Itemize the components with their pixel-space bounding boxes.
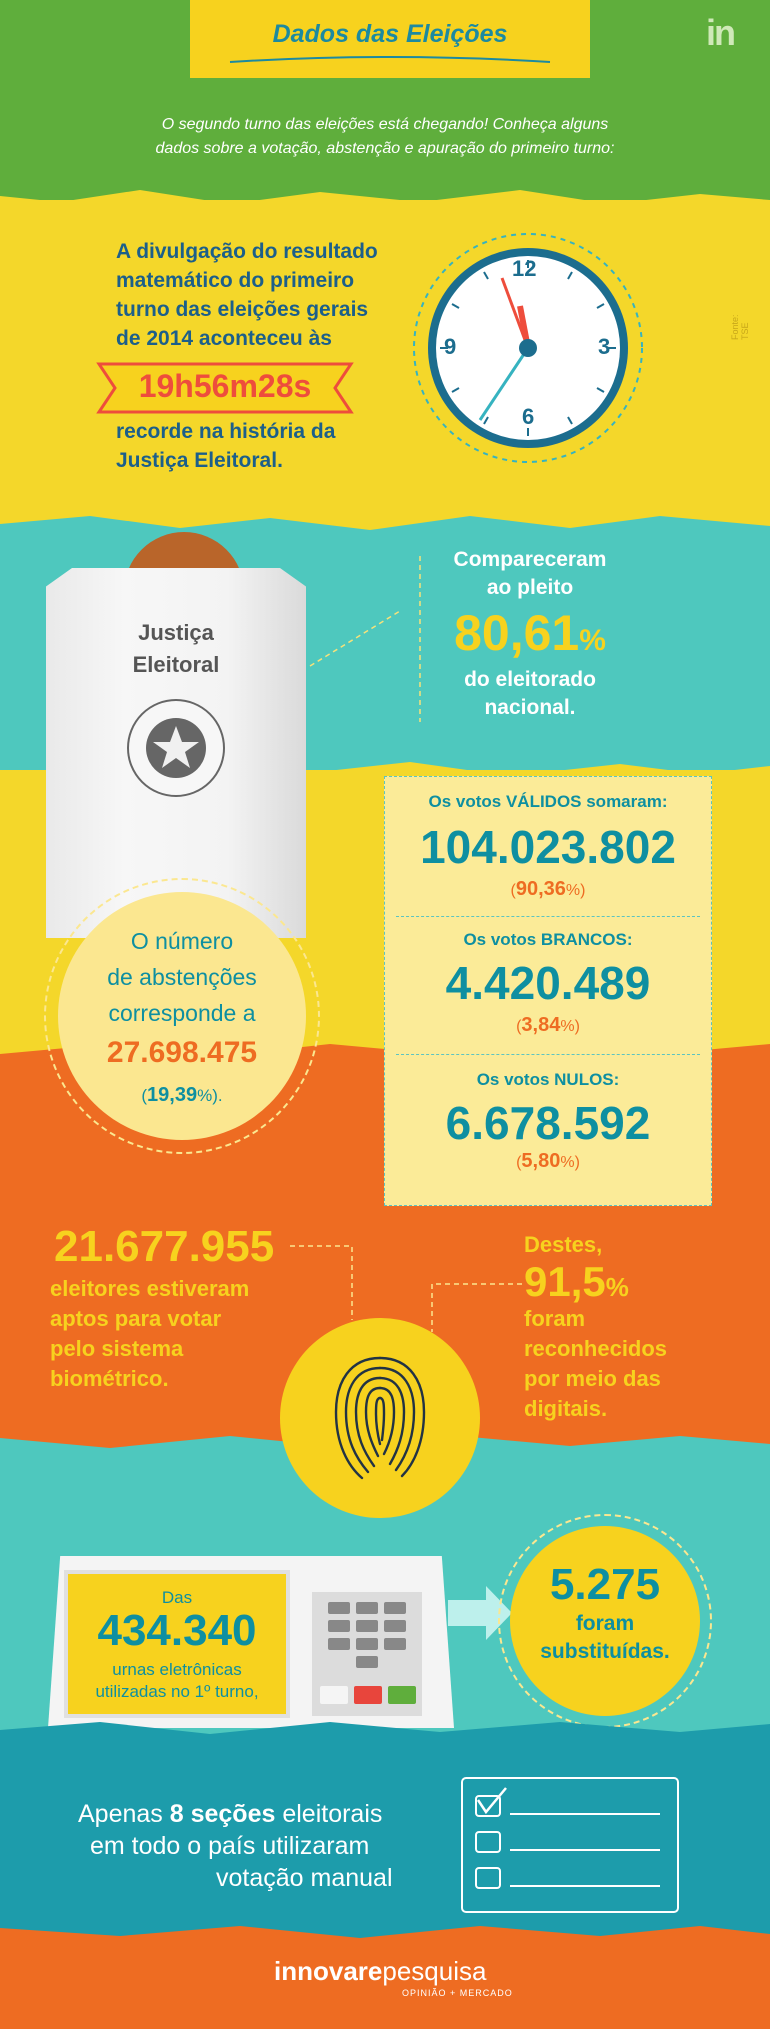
machines-text-1: Das <box>161 1588 193 1607</box>
manual-text-1-bold: 8 seções <box>169 1800 276 1828</box>
blank-pct-close: %) <box>560 1018 580 1035</box>
result-text-2: matemático do primeiro <box>116 269 355 292</box>
null-votes-value: 6.678.592 <box>445 1097 651 1149</box>
clock-label-3: 3 <box>598 334 611 359</box>
fingerprint-icon <box>326 1346 434 1486</box>
abstention-pct-value: 19,39 <box>147 1084 198 1106</box>
recognized-pct-number: 91,5 <box>524 1258 606 1305</box>
result-text-3: turno das eleições gerais <box>116 298 369 321</box>
blank-pct-value: 3,84 <box>521 1014 561 1036</box>
recognized-text-5: digitais. <box>524 1396 608 1421</box>
recognized-percent <box>524 1258 629 1306</box>
turnout-text-1: Compareceram <box>453 548 607 571</box>
null-votes-label: Os votos NULOS: <box>476 1070 620 1089</box>
turnout-percent-number: 80,61 <box>454 605 580 661</box>
intro-text-2: dados sobre a votação, abstenção e apuração do primeiro turno: <box>155 140 615 157</box>
biometric-text-1: eleitores estiveram <box>50 1276 250 1301</box>
null-votes-pct <box>384 1150 712 1173</box>
valid-pct-close: %) <box>565 882 586 899</box>
result-text-1: A divulgação do resultado <box>116 240 378 263</box>
blank-votes-value: 4.420.489 <box>445 957 651 1009</box>
keypad-keys-icon <box>320 1598 416 1712</box>
result-time: 19h56m28s <box>138 368 312 404</box>
abstention-pct-close: %). <box>197 1086 223 1105</box>
in-logo-icon: in <box>706 12 734 53</box>
turnout-percent-sign: % <box>579 624 606 657</box>
replaced-text-2: substituídas. <box>540 1640 670 1663</box>
biometric-text-4: biométrico. <box>50 1366 169 1391</box>
recognized-text-3: reconhecidos <box>524 1336 668 1361</box>
checklist-icon <box>460 1776 680 1916</box>
clock-label-9: 9 <box>444 334 457 359</box>
abstention-text-3: corresponde a <box>108 1000 256 1026</box>
turnout-text-2: ao pleito <box>486 576 574 599</box>
null-pct-value: 5,80 <box>521 1150 561 1172</box>
clock-label-6: 6 <box>522 404 535 429</box>
abstention-pct <box>58 1084 306 1107</box>
title-underline <box>225 54 555 66</box>
biometric-text-2: aptos para votar <box>50 1306 222 1331</box>
footer-brand <box>274 1956 486 1987</box>
valid-pct-open: ( <box>510 882 516 899</box>
valid-votes-label: Os votos VÁLIDOS somaram: <box>428 792 668 811</box>
blank-pct-open: ( <box>516 1018 522 1035</box>
replaced-value: 5.275 <box>549 1560 661 1609</box>
ballot-box-label-1: Justiça <box>138 620 214 645</box>
footer-brand-bold: innovare <box>274 1956 383 1986</box>
recognized-text-1: Destes, <box>524 1232 603 1257</box>
valid-votes-value: 104.023.802 <box>420 821 676 873</box>
intro-text-1: O segundo turno das eleições está chegando! Conheça alguns <box>161 116 609 133</box>
turnout-percent <box>430 604 630 662</box>
turnout-text-3: do eleitorado <box>464 668 596 691</box>
abstention-pct-open: ( <box>141 1086 148 1105</box>
turnout-text-4: nacional. <box>484 696 576 719</box>
machines-text-3: utilizadas no 1º turno, <box>95 1682 259 1701</box>
ballot-box-label-2: Eleitoral <box>132 652 220 677</box>
biometric-text-3: pelo sistema <box>50 1336 184 1361</box>
machines-text-2: urnas eletrônicas <box>112 1660 242 1679</box>
null-pct-open: ( <box>516 1154 522 1171</box>
manual-text-1-pre: Apenas <box>78 1800 170 1828</box>
turnout-connector <box>300 556 430 726</box>
abstention-text-1: O número <box>130 928 234 954</box>
null-pct-close: %) <box>560 1154 580 1171</box>
manual-text-1-post: eleitorais <box>275 1800 383 1828</box>
recognized-text-2: foram <box>524 1306 586 1331</box>
replaced-text-1: foram <box>575 1612 635 1635</box>
recognized-pct-sign: % <box>605 1272 629 1302</box>
valid-pct-value: 90,36 <box>515 878 566 900</box>
manual-text-2: em todo o país utilizaram <box>90 1832 370 1860</box>
blank-votes-pct <box>384 1014 712 1037</box>
biometric-value: 21.677.955 <box>54 1222 275 1271</box>
votes-divider-2 <box>396 1054 700 1055</box>
recognized-text-4: por meio das <box>524 1366 661 1391</box>
page-title: Dados das Eleições <box>272 20 508 48</box>
valid-votes-pct <box>384 878 712 901</box>
result-text-6: Justiça Eleitoral. <box>116 449 283 472</box>
machines-value: 434.340 <box>97 1606 257 1655</box>
clock-label-12: 12 <box>512 256 537 281</box>
abstention-text-2: de abstenções <box>107 964 257 990</box>
manual-text-3: votação manual <box>216 1864 393 1892</box>
source-note: Fonte: TSE <box>730 314 750 340</box>
abstention-value: 27.698.475 <box>106 1036 258 1069</box>
footer-brand-light: pesquisa <box>382 1956 487 1986</box>
result-text-5: recorde na história da <box>116 420 336 443</box>
blank-votes-label: Os votos BRANCOS: <box>463 930 633 949</box>
footer-tagline: OPINIÃO + MERCADO <box>402 1988 513 1998</box>
manual-text-1 <box>78 1800 382 1829</box>
votes-divider-1 <box>396 916 700 917</box>
star-seal-icon <box>124 696 228 800</box>
result-text-4: de 2014 aconteceu às <box>116 327 332 350</box>
